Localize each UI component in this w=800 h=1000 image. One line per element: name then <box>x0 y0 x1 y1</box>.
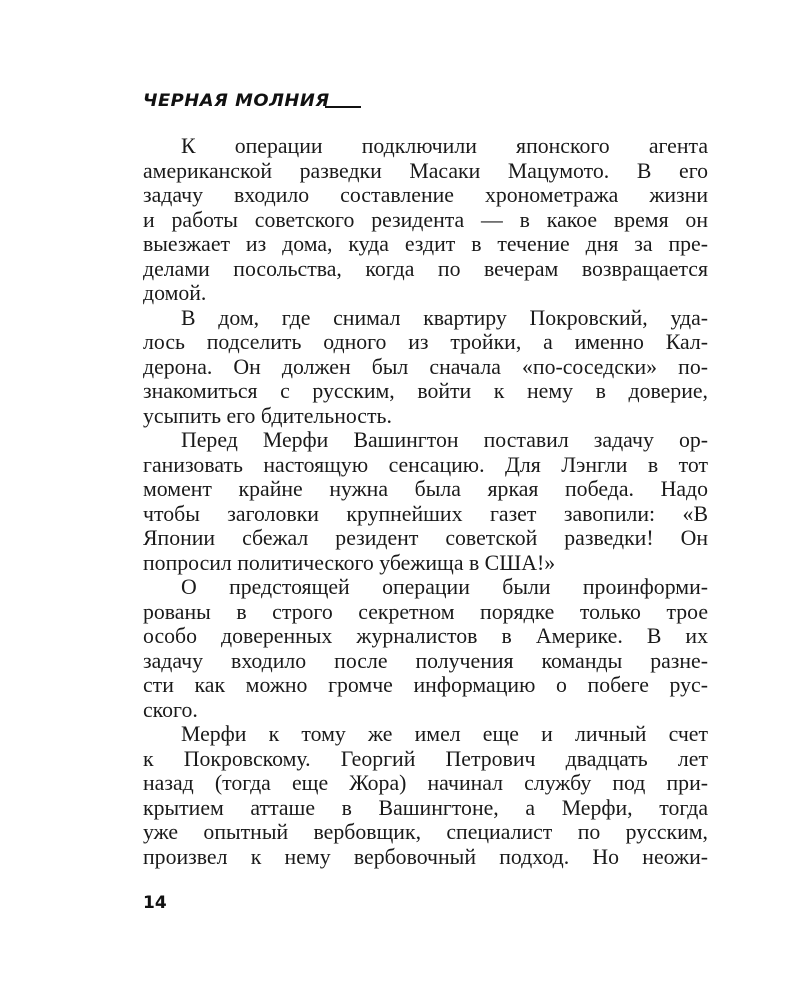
text-line: рованы в строго секретном порядке только трое <box>143 599 708 624</box>
running-head <box>143 91 361 111</box>
paragraph-1 <box>143 134 708 306</box>
text-line: особо доверенных журналистов в Америке. В их <box>143 624 708 648</box>
text-line: дерона. Он должен был сначала «по-соседски» по- <box>143 354 708 379</box>
text-line: Перед Мерфи Вашингтон поставил задачу ор- <box>181 428 708 452</box>
text-line: ганизовать настоящую сенсацию. Для Лэнгли в тот <box>143 452 708 477</box>
body-text <box>143 134 708 869</box>
text-line: Мерфи к тому же имел еще и личный счет <box>181 722 708 746</box>
paragraph-5 <box>143 722 708 869</box>
text-line: к Покровскому. Георгий Петрович двадцать лет <box>143 746 708 771</box>
text-line: назад (тогда еще Жора) начинал службу под при- <box>143 771 708 795</box>
text-line: уже опытный вербовщик, специалист по русским, <box>143 820 708 844</box>
page-number: 14 <box>143 893 167 913</box>
text-line: и работы советского резидента — в какое время он <box>143 207 708 232</box>
text-line: выезжает из дома, куда ездит в течение дня за пре- <box>143 232 708 256</box>
running-head-title: ЧЕРНАЯ МОЛНИЯ <box>143 91 330 111</box>
text-line: Японии сбежал резидент советской разведки! Он <box>143 526 708 550</box>
text-line: чтобы заголовки крупнейших газет завопили: «В <box>143 501 708 526</box>
text-line: попросил политического убежища в США!» <box>143 550 556 575</box>
text-line: К операции подключили японского агента <box>181 134 708 158</box>
text-line: момент крайне нужна была яркая победа. Надо <box>143 477 708 501</box>
text-line: крытием атташе в Вашингтоне, а Мерфи, тогда <box>143 795 708 820</box>
text-line: В дом, где снимал квартиру Покровский, уда- <box>181 305 708 330</box>
text-line: лось подселить одного из тройки, а именно Кал- <box>143 330 708 354</box>
text-line: делами посольства, когда по вечерам возвращается <box>143 256 708 281</box>
text-line: задачу входило составление хронометража жизни <box>143 183 708 207</box>
text-line: произвел к нему вербовочный подход. Но неожи- <box>143 844 708 869</box>
paragraph-4 <box>143 575 708 722</box>
text-line: задачу входило после получения команды разне- <box>143 648 708 673</box>
text-line: О предстоящей операции были проинформи- <box>181 575 708 599</box>
paragraph-3 <box>143 428 708 575</box>
text-line: знакомиться с русским, войти к нему в доверие, <box>143 379 708 403</box>
paragraph-2 <box>143 306 708 429</box>
running-head-rule <box>325 106 361 108</box>
text-line: ского. <box>143 697 198 722</box>
text-line: домой. <box>143 281 207 305</box>
text-line: сти как можно громче информацию о побеге рус- <box>143 673 708 697</box>
text-line: усыпить его бдительность. <box>143 403 392 428</box>
text-line: американской разведки Масаки Мацумото. В его <box>143 158 708 183</box>
